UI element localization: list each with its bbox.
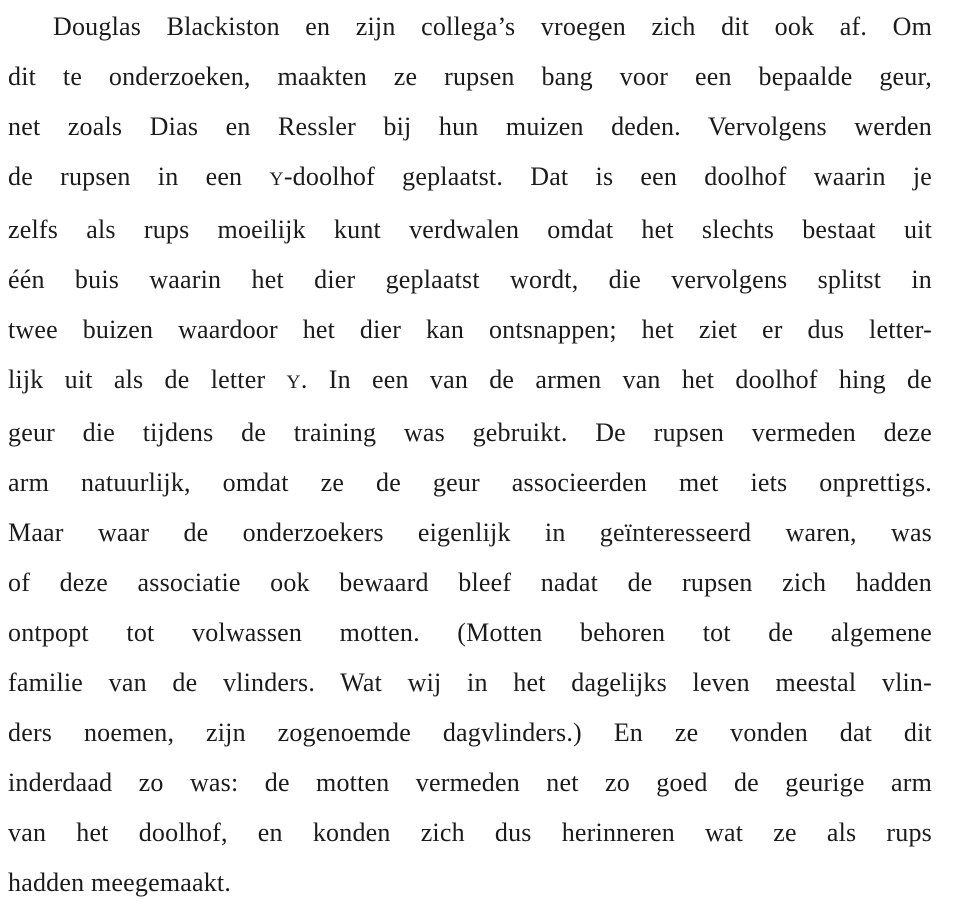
- text-line: twee buizen waardoor het dier kan ontsnappen; het ziet er dus letter-: [8, 315, 932, 344]
- text-line: [8, 355, 932, 408]
- text-segment: -doolhof geplaatst. Dat is een doolhof waarin je: [283, 162, 932, 191]
- text-line: dit te onderzoeken, maakten ze rupsen bang voor een bepaalde geur,: [8, 62, 932, 91]
- text-line: ders noemen, zijn zogenoemde dagvlinders.) En ze vonden dat dit: [8, 718, 932, 747]
- text-line: net zoals Dias en Ressler bij hun muizen deden. Vervolgens werden: [8, 112, 932, 141]
- text-line: arm natuurlijk, omdat ze de geur associeerden met iets onprettigs.: [8, 468, 932, 497]
- text-line: zelfs als rups moeilijk kunt verdwalen omdat het slechts bestaat uit: [8, 215, 932, 244]
- text-line: hadden meegemaakt.: [8, 868, 232, 897]
- text-line: ontpopt tot volwassen motten. (Motten behoren tot de algemene: [8, 618, 932, 647]
- text-line: [8, 152, 932, 205]
- text-line: familie van de vlinders. Wat wij in het dagelijks leven meestal vlin-: [8, 668, 932, 697]
- text-line: inderdaad zo was: de motten vermeden net zo goed de geurige arm: [8, 768, 932, 797]
- text-line: Maar waar de onderzoekers eigenlijk in geïnteresseerd waren, was: [8, 518, 932, 547]
- text-segment: de rupsen in een: [8, 162, 270, 191]
- text-line: van het doolhof, en konden zich dus herinneren wat ze als rups: [8, 818, 932, 847]
- paragraph: [8, 2, 932, 908]
- text-line: Douglas Blackiston en zijn collega’s vroegen zich dit ook af. Om: [53, 12, 932, 41]
- text-segment: . In een van de armen van het doolhof hing de: [300, 365, 932, 394]
- smallcap-y: Y: [286, 372, 301, 393]
- text-line: geur die tijdens de training was gebruikt. De rupsen vermeden deze: [8, 418, 932, 447]
- text-segment: lijk uit als de letter: [8, 365, 287, 394]
- text-line: één buis waarin het dier geplaatst wordt, die vervolgens splitst in: [8, 265, 932, 294]
- text-line: of deze associatie ook bewaard bleef nadat de rupsen zich hadden: [8, 568, 932, 597]
- smallcap-y: Y: [269, 169, 284, 190]
